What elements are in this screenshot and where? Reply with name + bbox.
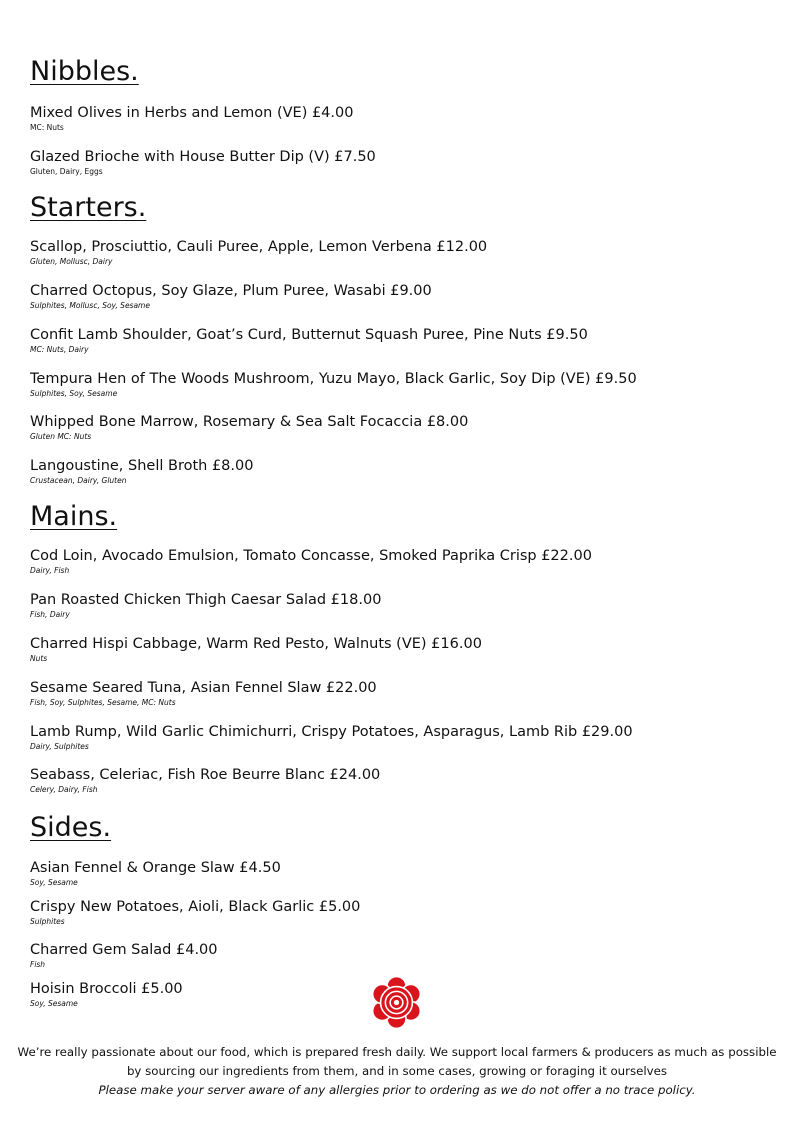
section-heading-nibbles: Nibbles. [30, 56, 139, 87]
menu-item-allergens: Soy, Sesame [30, 878, 78, 887]
menu-item-allergens: MC: Nuts [30, 123, 64, 132]
menu-item-allergens: MC: Nuts, Dairy [30, 345, 89, 354]
footer-text-line1: We’re really passionate about our food, which is prepared fresh daily. We support local farmers & producers as much as possible [17, 1045, 777, 1059]
menu-item-allergens: Sulphites, Soy, Sesame [30, 389, 118, 398]
menu-item-name: Charred Hispi Cabbage, Warm Red Pesto, Walnuts (VE) £16.00 [30, 636, 482, 652]
section-heading-mains: Mains. [30, 501, 118, 532]
menu-item-name: Glazed Brioche with House Butter Dip (V) £7.50 [30, 149, 376, 165]
footer-text-line2: by sourcing our ingredients from them, and in some cases, growing or foraging it ourselves [126, 1064, 668, 1078]
menu-item-allergens: Fish, Dairy [30, 610, 70, 619]
menu-item-allergens: Soy, Sesame [30, 999, 78, 1008]
menu-item-allergens: Gluten, Mollusc, Dairy [30, 257, 113, 266]
menu-item [30, 238, 487, 267]
menu-item-name: Sesame Seared Tuna, Asian Fennel Slaw £22.00 [30, 680, 377, 696]
menu-item [30, 547, 592, 576]
footer [0, 1043, 794, 1100]
menu-item [30, 370, 637, 399]
menu-item-name: Seabass, Celeriac, Fish Roe Beurre Blanc £24.00 [30, 767, 381, 783]
menu-item-name: Charred Gem Salad £4.00 [30, 942, 218, 958]
menu-item-name: Whipped Bone Marrow, Rosemary & Sea Salt Focaccia £8.00 [30, 414, 469, 430]
menu-item [30, 980, 183, 1009]
menu-item [30, 591, 381, 620]
menu-item-allergens: Crustacean, Dairy, Gluten [30, 476, 127, 485]
menu-item [30, 723, 633, 752]
menu-item [30, 635, 482, 664]
menu-item [30, 148, 376, 177]
menu-item [30, 766, 380, 795]
menu-item-name: Crispy New Potatoes, Aioli, Black Garlic £5.00 [30, 899, 361, 915]
menu-item-name: Scallop, Prosciuttio, Cauli Puree, Apple, Lemon Verbena £12.00 [30, 239, 488, 255]
menu-item-allergens: Sulphites [30, 917, 65, 926]
menu-item-name: Asian Fennel & Orange Slaw £4.50 [30, 860, 281, 876]
menu-item [30, 282, 432, 311]
menu-item [30, 859, 281, 888]
menu-item [30, 413, 468, 442]
menu-item-allergens: Sulphites, Mollusc, Soy, Sesame [30, 301, 150, 310]
menu-item [30, 457, 253, 486]
menu-item-allergens: Gluten, Dairy, Eggs [30, 167, 103, 176]
menu-item-name: Charred Octopus, Soy Glaze, Plum Puree, Wasabi £9.00 [30, 283, 432, 299]
menu-item-allergens: Nuts [30, 654, 48, 663]
menu-item-allergens: Dairy, Sulphites [30, 742, 89, 751]
menu-item-allergens: Fish, Soy, Sulphites, Sesame, MC: Nuts [30, 698, 176, 707]
menu-item-allergens: Fish [30, 960, 46, 969]
menu-item-name: Confit Lamb Shoulder, Goat’s Curd, Butternut Squash Puree, Pine Nuts £9.50 [30, 327, 588, 343]
allergy-note: Please make your server aware of any allergies prior to ordering as we do not offer a no trace policy. [98, 1083, 696, 1097]
menu-item-name: Cod Loin, Avocado Emulsion, Tomato Concasse, Smoked Paprika Crisp £22.00 [30, 548, 592, 564]
menu-item [30, 679, 377, 708]
menu-item-allergens: Gluten MC: Nuts [30, 432, 92, 441]
menu-item-name: Hoisin Broccoli £5.00 [30, 981, 183, 997]
menu-item-name: Lamb Rump, Wild Garlic Chimichurri, Crispy Potatoes, Asparagus, Lamb Rib £29.00 [30, 724, 633, 740]
menu-item-name: Mixed Olives in Herbs and Lemon (VE) £4.00 [30, 105, 354, 121]
menu-item-name: Langoustine, Shell Broth £8.00 [30, 458, 254, 474]
menu-item [30, 898, 360, 927]
menu-item-allergens: Dairy, Fish [30, 566, 70, 575]
menu-item [30, 326, 588, 355]
menu-item [30, 941, 218, 970]
section-heading-sides: Sides. [30, 812, 112, 843]
menu-item-name: Pan Roasted Chicken Thigh Caesar Salad £18.00 [30, 592, 382, 608]
menu-item-allergens: Celery, Dairy, Fish [30, 785, 98, 794]
menu-item-name: Tempura Hen of The Woods Mushroom, Yuzu Mayo, Black Garlic, Soy Dip (VE) £9.50 [30, 371, 637, 387]
menu-item [30, 104, 353, 133]
section-heading-starters: Starters. [30, 192, 147, 223]
rose-icon [370, 976, 423, 1029]
